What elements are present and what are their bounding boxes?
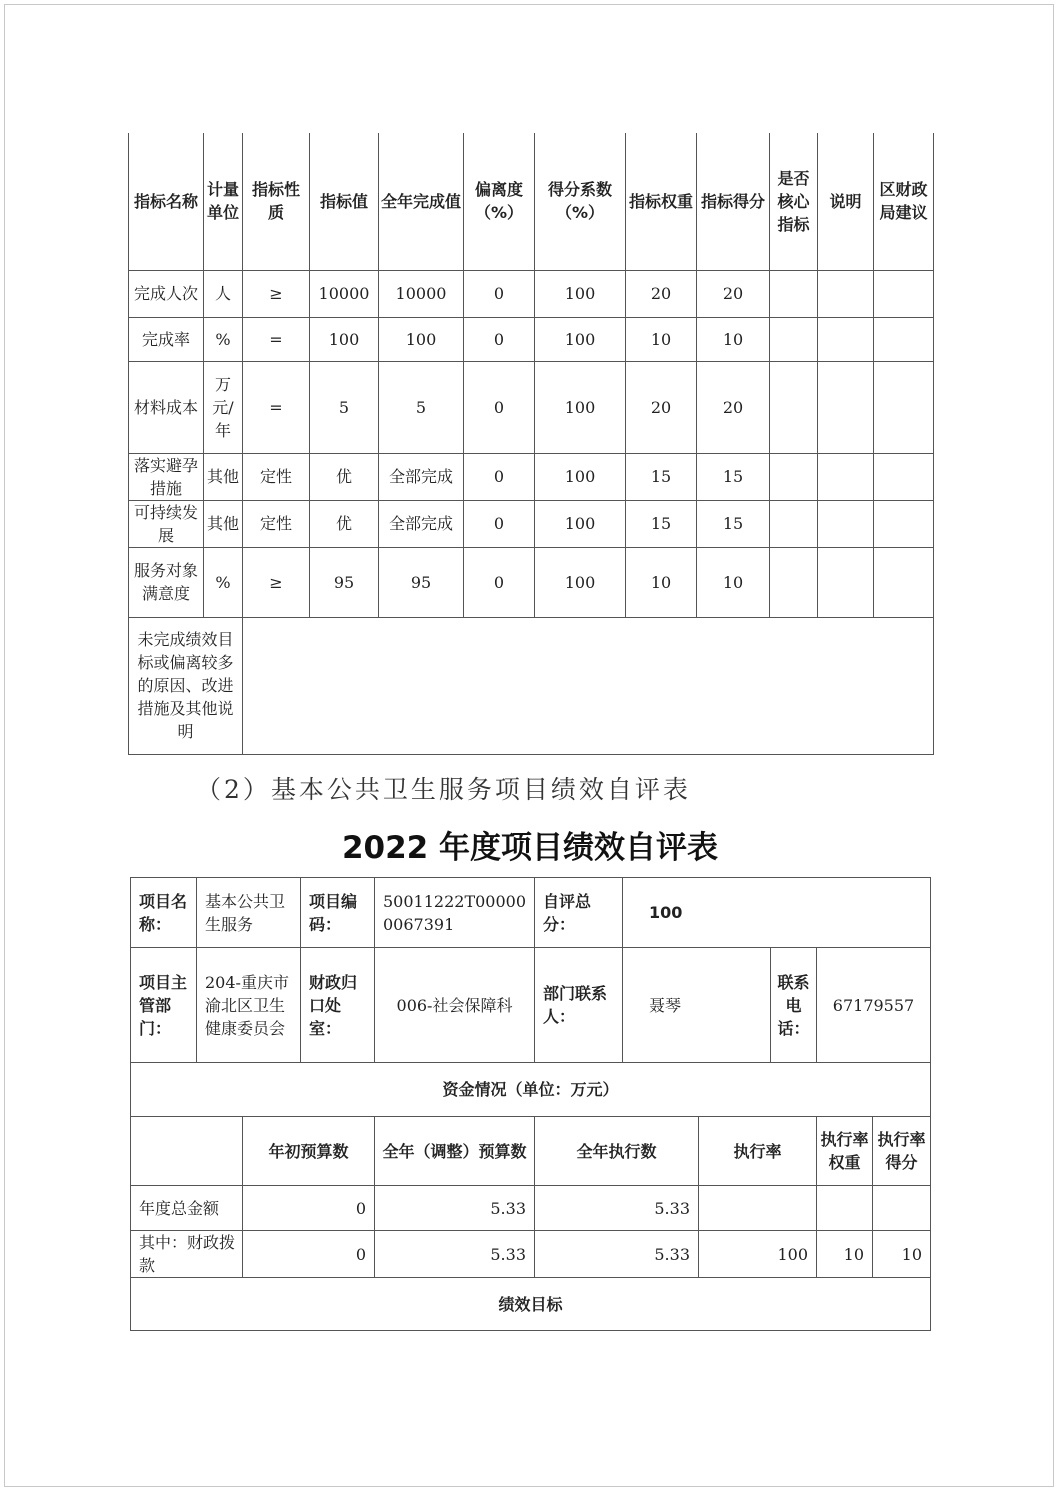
indicator-row [129, 317, 934, 361]
funds-weight: 10 [817, 1231, 873, 1278]
cell-core [770, 317, 818, 361]
finance-office-label: 财政归口处室： [301, 948, 375, 1063]
indicator-header-row [129, 133, 934, 270]
cell-score: 20 [697, 270, 770, 317]
cell-actual: 5 [379, 361, 464, 453]
cell-score: 15 [697, 500, 770, 547]
indicator-row [129, 547, 934, 617]
cell-core [770, 500, 818, 547]
cell-deviation: 0 [464, 500, 535, 547]
remark-value [243, 617, 934, 754]
cell-coef: 100 [535, 317, 626, 361]
cell-weight: 20 [626, 361, 697, 453]
funds-header-executed: 全年执行数 [535, 1117, 699, 1186]
cell-name: 可持续发展 [129, 500, 204, 547]
cell-core [770, 361, 818, 453]
project-code-label: 项目编码： [301, 878, 375, 948]
funds-title: 资金情况（单位：万元） [131, 1063, 931, 1117]
funds-header-initial: 年初预算数 [243, 1117, 375, 1186]
cell-unit: 其他 [204, 453, 243, 500]
cell-nature: ≥ [243, 270, 310, 317]
funds-header-blank [131, 1117, 243, 1186]
funds-header-score: 执行率得分 [873, 1117, 931, 1186]
funds-header-row [131, 1117, 931, 1186]
funds-weight [817, 1186, 873, 1231]
funds-score: 10 [873, 1231, 931, 1278]
header-target: 指标值 [310, 133, 379, 270]
section-subtitle: （2）基本公共卫生服务项目绩效自评表 [196, 775, 691, 804]
cell-note [818, 270, 874, 317]
project-evaluation-table [130, 877, 931, 1331]
remark-row [129, 617, 934, 754]
funds-executed: 5.33 [535, 1231, 699, 1278]
cell-unit: % [204, 547, 243, 617]
cell-advice [874, 317, 934, 361]
cell-name: 完成率 [129, 317, 204, 361]
header-actual: 全年完成值 [379, 133, 464, 270]
header-score: 指标得分 [697, 133, 770, 270]
cell-score: 10 [697, 317, 770, 361]
finance-office: 006-社会保障科 [375, 948, 535, 1063]
funds-adjusted: 5.33 [375, 1186, 535, 1231]
cell-nature: 定性 [243, 453, 310, 500]
cell-core [770, 270, 818, 317]
funds-header-adjusted: 全年（调整）预算数 [375, 1117, 535, 1186]
cell-advice [874, 270, 934, 317]
cell-target: 5 [310, 361, 379, 453]
dept: 204-重庆市渝北区卫生健康委员会 [197, 948, 301, 1063]
cell-unit: 其他 [204, 500, 243, 547]
funds-row-label: 其中：财政拨款 [131, 1231, 243, 1278]
page-title: 2022 年度项目绩效自评表 [341, 830, 719, 866]
cell-coef: 100 [535, 270, 626, 317]
cell-advice [874, 453, 934, 500]
dept-label: 项目主管部门： [131, 948, 197, 1063]
project-info-row [131, 878, 931, 948]
funds-row [131, 1231, 931, 1278]
cell-unit: 万元/年 [204, 361, 243, 453]
cell-note [818, 500, 874, 547]
cell-nature: = [243, 361, 310, 453]
header-deviation: 偏离度（%） [464, 133, 535, 270]
cell-name: 服务对象满意度 [129, 547, 204, 617]
header-weight: 指标权重 [626, 133, 697, 270]
funds-row-label: 年度总金额 [131, 1186, 243, 1231]
cell-actual: 95 [379, 547, 464, 617]
cell-advice [874, 500, 934, 547]
funds-rate [699, 1186, 817, 1231]
phone: 67179557 [817, 948, 931, 1063]
cell-core [770, 547, 818, 617]
funds-title-row [131, 1063, 931, 1117]
cell-nature: ≥ [243, 547, 310, 617]
project-name: 基本公共卫生服务 [197, 878, 301, 948]
remark-label: 未完成绩效目标或偏离较多的原因、改进措施及其他说明 [129, 617, 243, 754]
cell-actual: 全部完成 [379, 453, 464, 500]
cell-deviation: 0 [464, 453, 535, 500]
cell-note [818, 453, 874, 500]
cell-name: 落实避孕措施 [129, 453, 204, 500]
funds-initial: 0 [243, 1186, 375, 1231]
self-score: 100 [623, 878, 931, 948]
cell-actual: 10000 [379, 270, 464, 317]
funds-initial: 0 [243, 1231, 375, 1278]
cell-weight: 15 [626, 500, 697, 547]
indicator-row [129, 270, 934, 317]
cell-target: 10000 [310, 270, 379, 317]
cell-actual: 100 [379, 317, 464, 361]
dept-info-row [131, 948, 931, 1063]
cell-weight: 10 [626, 317, 697, 361]
cell-target: 优 [310, 453, 379, 500]
cell-target: 95 [310, 547, 379, 617]
cell-note [818, 317, 874, 361]
indicator-table [128, 133, 934, 755]
indicator-row [129, 500, 934, 547]
cell-weight: 10 [626, 547, 697, 617]
cell-note [818, 547, 874, 617]
cell-advice [874, 547, 934, 617]
cell-target: 优 [310, 500, 379, 547]
contact-label: 部门联系人： [535, 948, 623, 1063]
cell-deviation: 0 [464, 361, 535, 453]
header-coef: 得分系数（%） [535, 133, 626, 270]
cell-coef: 100 [535, 547, 626, 617]
cell-deviation: 0 [464, 317, 535, 361]
header-indicator-name: 指标名称 [129, 133, 204, 270]
cell-core [770, 453, 818, 500]
cell-weight: 15 [626, 453, 697, 500]
cell-score: 20 [697, 361, 770, 453]
cell-nature: 定性 [243, 500, 310, 547]
funds-executed: 5.33 [535, 1186, 699, 1231]
cell-unit: % [204, 317, 243, 361]
funds-header-weight: 执行率权重 [817, 1117, 873, 1186]
cell-score: 15 [697, 453, 770, 500]
contact: 聂琴 [623, 948, 771, 1063]
indicator-row [129, 361, 934, 453]
cell-coef: 100 [535, 453, 626, 500]
funds-adjusted: 5.33 [375, 1231, 535, 1278]
cell-actual: 全部完成 [379, 500, 464, 547]
funds-header-rate: 执行率 [699, 1117, 817, 1186]
cell-advice [874, 361, 934, 453]
self-score-label: 自评总分： [535, 878, 623, 948]
header-core: 是否核心指标 [770, 133, 818, 270]
funds-row [131, 1186, 931, 1231]
cell-score: 10 [697, 547, 770, 617]
cell-unit: 人 [204, 270, 243, 317]
goals-title-row [131, 1278, 931, 1331]
cell-name: 完成人次 [129, 270, 204, 317]
cell-coef: 100 [535, 500, 626, 547]
cell-deviation: 0 [464, 270, 535, 317]
cell-name: 材料成本 [129, 361, 204, 453]
cell-coef: 100 [535, 361, 626, 453]
header-note: 说明 [818, 133, 874, 270]
header-nature: 指标性质 [243, 133, 310, 270]
header-unit: 计量单位 [204, 133, 243, 270]
project-name-label: 项目名称： [131, 878, 197, 948]
phone-label: 联系电话： [771, 948, 817, 1063]
funds-rate: 100 [699, 1231, 817, 1278]
cell-weight: 20 [626, 270, 697, 317]
funds-score [873, 1186, 931, 1231]
indicator-row [129, 453, 934, 500]
cell-note [818, 361, 874, 453]
header-advice: 区财政局建议 [874, 133, 934, 270]
cell-deviation: 0 [464, 547, 535, 617]
cell-target: 100 [310, 317, 379, 361]
goals-title: 绩效目标 [131, 1278, 931, 1331]
cell-nature: = [243, 317, 310, 361]
project-code: 50011222T000000067391 [375, 878, 535, 948]
